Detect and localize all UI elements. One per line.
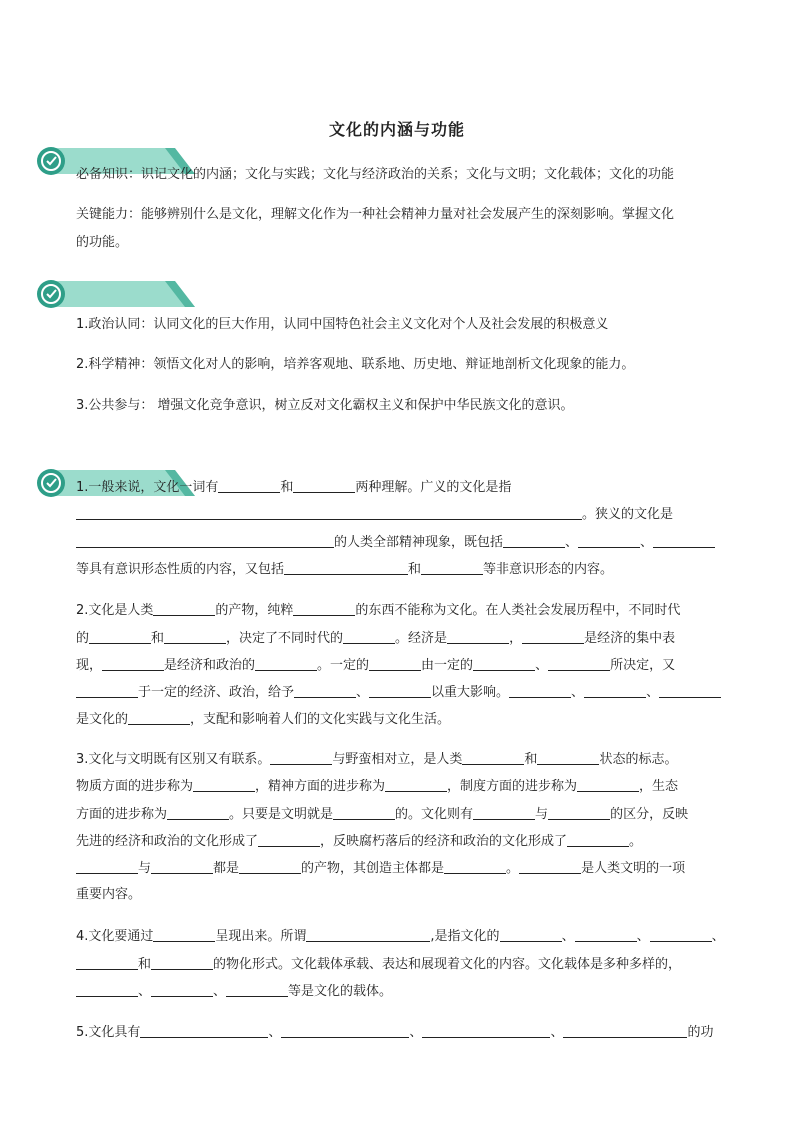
answer-blank[interactable]: [151, 955, 213, 970]
q1-line-1: 1.一般来说，文化一词有 和 两种理解。广义的文化是指: [76, 480, 512, 495]
answer-blank[interactable]: [270, 750, 332, 765]
answer-blank[interactable]: [76, 955, 138, 970]
q3-line-1: 3.文化与文明既有区别又有联系。 与野蛮相对立，是人类 和 状态的标志。: [76, 752, 678, 767]
q5-line-1: 5.文化具有 、 、 、 的功: [76, 1025, 714, 1040]
answer-blank[interactable]: [653, 533, 715, 548]
answer-blank[interactable]: [153, 927, 215, 942]
answer-blank[interactable]: [522, 629, 584, 644]
page-title: 文化的内涵与功能: [328, 120, 465, 139]
literacy-line-1: 1.政治认同：认同文化的巨大作用，认同中国特色社会主义文化对个人及社会发展的积极意义: [76, 317, 609, 332]
q3-line-5: 与 都是 的产物，其创造主体都是 。 是人类文明的一项: [76, 859, 685, 878]
answer-blank[interactable]: [343, 629, 395, 644]
answer-blank[interactable]: [333, 805, 395, 820]
answer-blank[interactable]: [102, 656, 164, 671]
answer-blank[interactable]: [128, 710, 190, 725]
answer-blank[interactable]: [473, 656, 535, 671]
answer-blank[interactable]: [151, 982, 213, 997]
knowledge-line-3: 的功能。: [76, 235, 129, 250]
answer-blank[interactable]: [537, 750, 599, 765]
answer-blank[interactable]: [385, 777, 447, 792]
answer-blank[interactable]: [548, 805, 610, 820]
answer-blank[interactable]: [218, 478, 280, 493]
answer-blank[interactable]: [76, 683, 138, 698]
answer-blank[interactable]: [577, 777, 639, 792]
answer-blank[interactable]: [293, 478, 355, 493]
answer-blank[interactable]: [369, 656, 421, 671]
q2-line-2: 的 和 ，决定了不同时代的 。经济是 ， 是经济的集中表: [76, 631, 676, 646]
q3-line-6: 重要内容。: [76, 887, 142, 902]
answer-blank[interactable]: [258, 832, 320, 847]
answer-blank[interactable]: [281, 1023, 409, 1038]
q3-line-4: 先进的经济和政治的文化形成了 ，反映腐朽落后的经济和政治的文化形成了 。: [76, 834, 643, 849]
answer-blank[interactable]: [89, 629, 151, 644]
literacy-line-2: 2.科学精神：领悟文化对人的影响，培养客观地、联系地、历史地、辩证地剖析文化现象的能力。: [76, 357, 635, 372]
answer-blank[interactable]: [500, 927, 562, 942]
answer-blank[interactable]: [567, 832, 629, 847]
answer-blank[interactable]: [563, 1023, 687, 1038]
literacy-line-3: 3.公共参与： 增强文化竞争意识，树立反对文化霸权主义和保护中华民族文化的意识。: [76, 398, 574, 413]
answer-blank[interactable]: [226, 982, 288, 997]
answer-blank[interactable]: [76, 859, 138, 874]
answer-blank[interactable]: [650, 927, 712, 942]
q1-line-4: 等具有意识形态性质的内容，又包括 和 等非意识形态的内容。: [76, 562, 614, 577]
answer-blank[interactable]: [473, 805, 535, 820]
answer-blank[interactable]: [503, 533, 565, 548]
answer-blank[interactable]: [294, 683, 356, 698]
q2-line-1: 2.文化是人类 的产物，纯粹 的东西不能称为文化。在人类社会发展历程中，不同时代: [76, 603, 681, 618]
answer-blank[interactable]: [239, 859, 301, 874]
q2-line-3: 现， 是经济和政治的 。一定的 由一定的 、 所决定，又: [76, 658, 676, 673]
answer-blank[interactable]: [284, 560, 408, 575]
answer-blank[interactable]: [509, 683, 571, 698]
answer-blank[interactable]: [421, 560, 483, 575]
answer-blank[interactable]: [422, 1023, 550, 1038]
answer-blank[interactable]: [76, 505, 582, 520]
answer-blank[interactable]: [444, 859, 506, 874]
q4-line-2: 和 的物化形式。文化载体承载、表达和展现着文化的内容。文化载体是多种多样的，: [76, 955, 681, 974]
answer-blank[interactable]: [167, 805, 229, 820]
answer-blank[interactable]: [193, 777, 255, 792]
q4-line-1: 4.文化要通过 呈现出来。所谓 ,是指文化的 、 、 、: [76, 929, 725, 944]
q4-line-3: 、 、 等是文化的载体。: [76, 982, 392, 1001]
answer-blank[interactable]: [153, 601, 215, 616]
answer-blank[interactable]: [76, 533, 334, 548]
answer-blank[interactable]: [140, 1023, 268, 1038]
answer-blank[interactable]: [659, 683, 721, 698]
answer-blank[interactable]: [306, 927, 430, 942]
answer-blank[interactable]: [255, 656, 317, 671]
answer-blank[interactable]: [293, 601, 355, 616]
answer-blank[interactable]: [462, 750, 524, 765]
q1-line-2: 。狭义的文化是: [76, 505, 673, 524]
answer-blank[interactable]: [164, 629, 226, 644]
q2-line-5: 是文化的 ，支配和影响着人们的文化实践与文化生活。: [76, 712, 451, 727]
answer-blank[interactable]: [76, 982, 138, 997]
knowledge-line-1: 必备知识：识记文化的内涵；文化与实践；文化与经济政治的关系；文化与文明；文化载体；文化的功能: [76, 167, 675, 182]
answer-blank[interactable]: [151, 859, 213, 874]
knowledge-line-2: 关键能力：能够辨别什么是文化，理解文化作为一种社会精神力量对社会发展产生的深刻影响。掌握文化: [76, 207, 675, 222]
q3-line-2: 物质方面的进步称为 ，精神方面的进步称为 ，制度方面的进步称为 ，生态: [76, 779, 679, 794]
q1-line-3: 的人类全部精神现象，既包括 、 、: [76, 533, 715, 552]
answer-blank[interactable]: [447, 629, 509, 644]
q3-line-3: 方面的进步称为 。只要是文明就是 的。文化则有 与 的区分，反映: [76, 807, 689, 822]
answer-blank[interactable]: [578, 533, 640, 548]
answer-blank[interactable]: [369, 683, 431, 698]
section-badge-literacy: [33, 279, 195, 309]
answer-blank[interactable]: [548, 656, 610, 671]
answer-blank[interactable]: [575, 927, 637, 942]
q2-line-4: 于一定的经济、政治，给予 、 以重大影响。 、 、: [76, 683, 721, 702]
answer-blank[interactable]: [584, 683, 646, 698]
answer-blank[interactable]: [519, 859, 581, 874]
